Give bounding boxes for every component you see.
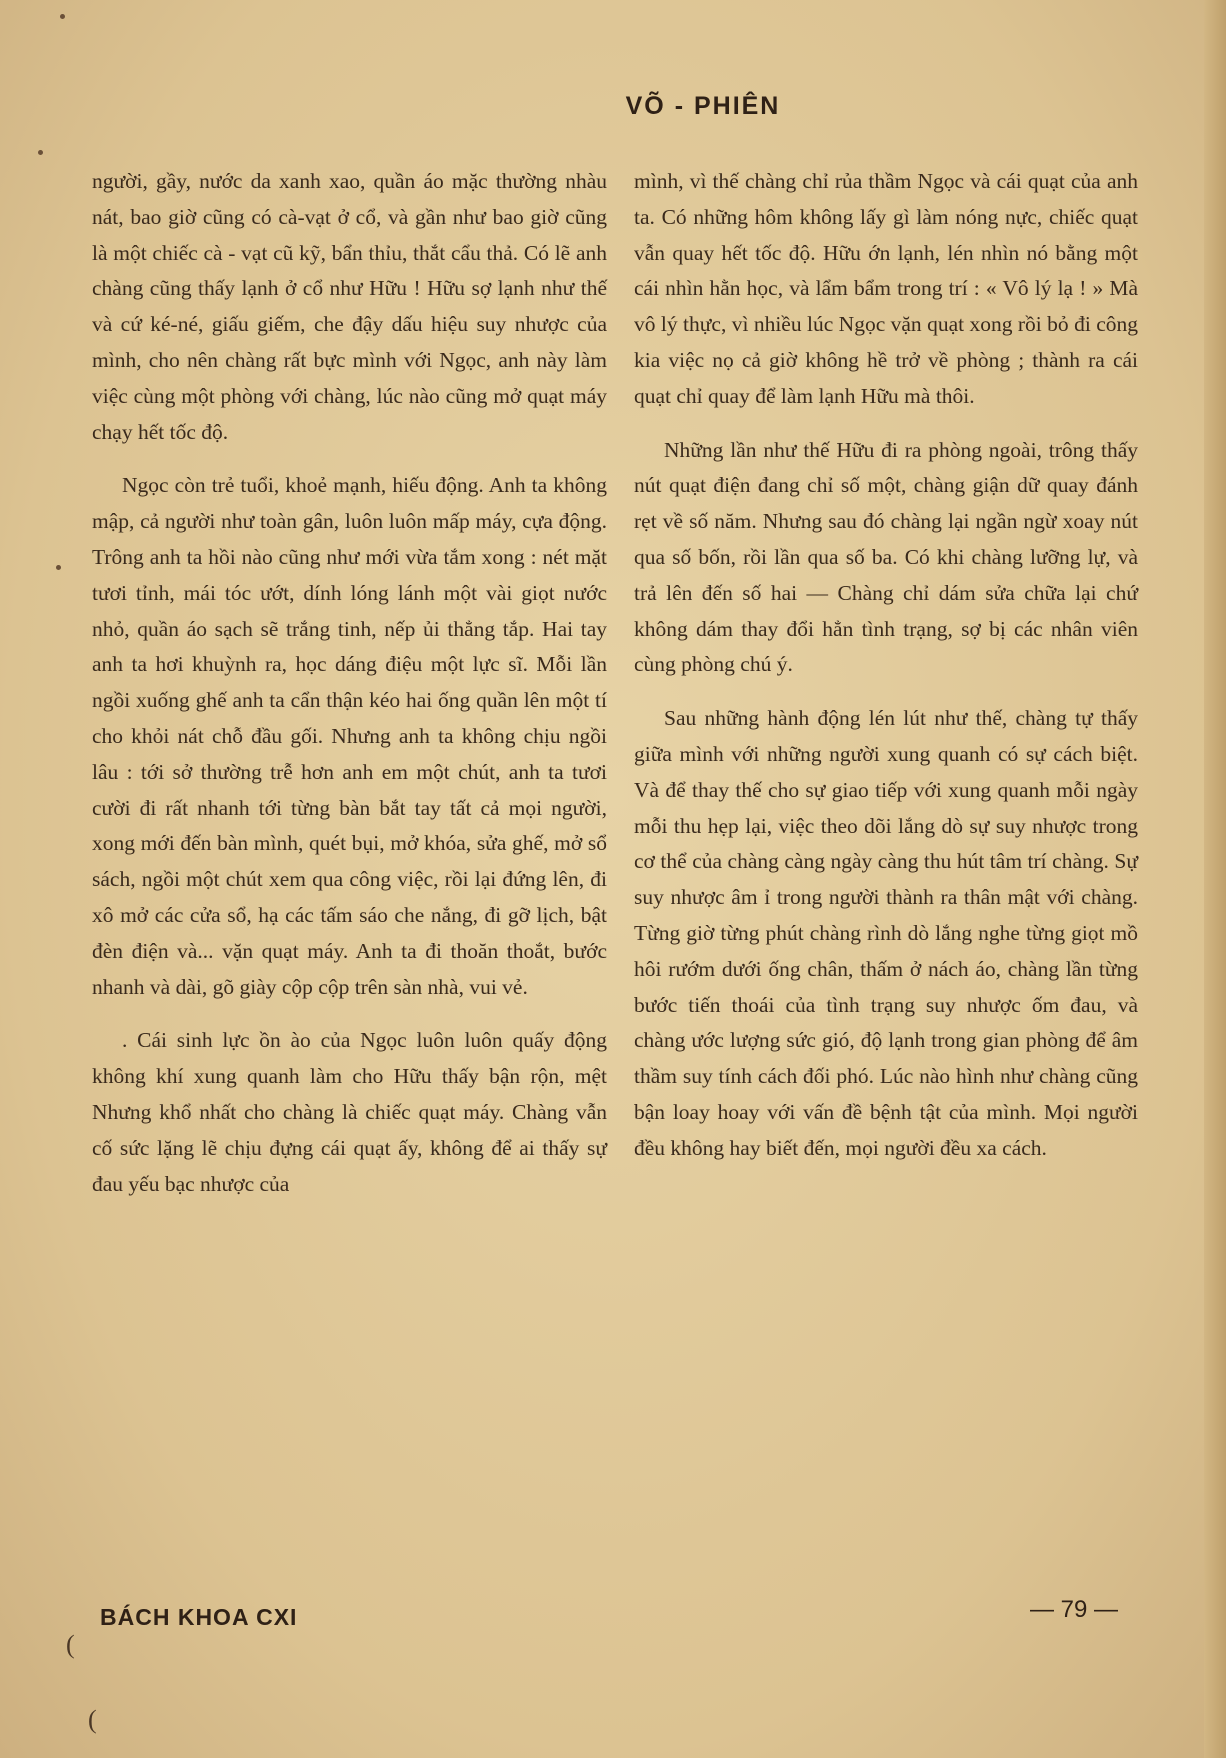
running-header-author: VÕ - PHIÊN (625, 92, 781, 120)
paragraph: Những lần như thế Hữu đi ra phòng ngoài, trông thấy nút quạt điện đang chỉ số một, chàng giận dữ quay đánh rẹt về số năm. Nhưng sau đó chàng lại ngần ngừ xoay nút qua số bốn, rồi lần qua số ba. Có khi chàng lưỡng lự, và trả lên đến số hai — Chàng chỉ dám sửa chữa lại chứ không dám thay đổi hẳn tình trạng, sợ bị các nhân viên cùng phòng chú ý. (634, 437, 1138, 677)
paragraph: Sau những hành động lén lút như thế, chàng tự thấy giữa mình với những người xung quanh có sự cách biệt. Và để thay thế cho sự giao tiếp với xung quanh mỗi ngày mỗi thu hẹp lại, việc theo dõi lắng dò sự suy nhược trong cơ thể của chàng càng ngày càng thu hút tâm trí chàng. Sự suy nhược âm ỉ trong người thành ra thân mật với chàng. Từng giờ từng phút chàng rình dò lắng nghe từng giọt mồ hôi rướm dưới ống chân, thấm ở nách áo, chàng lần từng bước tiến thoái của tình trạng suy nhược ốm đau, và chàng ước lượng sức gió, độ lạnh trong gian phòng để âm thầm suy tính cách đối phó. Lúc nào hình như chàng cũng bận loay hoay với vấn đề bệnh tật của mình. Mọi người đều không hay biết đến, mọi người đều xa cách. (634, 706, 1138, 1160)
page-speck (60, 14, 65, 19)
paragraph: mình, vì thế chàng chỉ rủa thầm Ngọc và cái quạt của anh ta. Có những hôm không lấy gì làm nóng nực, chiếc quạt vẫn quay hết tốc độ. Hữu ớn lạnh, lén nhìn nó bằng một cái nhìn hằn học, và lẩm bẩm trong trí : « Vô lý lạ ! » Mà vô lý thực, vì nhiều lúc Ngọc vặn quạt xong rồi bỏ đi công kia việc nọ cả giờ không hề trở về phòng ; thành ra cái quạt chỉ quay để làm lạnh Hữu mà thôi. (634, 169, 1138, 408)
paragraph: Ngọc còn trẻ tuổi, khoẻ mạnh, hiếu động. Anh ta không mập, cả người như toàn gân, luôn luôn mấp máy, cựa động. Trông anh ta hồi nào cũng như mới vừa tắm xong : nét mặt tươi tỉnh, mái tóc ướt, dính lóng lánh một vài giọt nước nhỏ, quần áo sạch sẽ trắng tinh, nếp ủi thẳng tắp. Hai tay anh ta hơi khuỳnh ra, học dáng điệu một lực sĩ. Mỗi lần ngồi xuống ghế anh ta cẩn thận kéo hai ống quần lên một tí cho khỏi nát chỗ đầu gối. Nhưng anh ta không chịu ngồi lâu : tới sở thường trễ hơn anh em một chút, anh ta tươi cười đi rất nhanh tới từng bàn bắt tay tất cả mọi người, xong mới đến bàn mình, quét bụi, mở khóa, sửa ghế, mở sổ sách, ngồi một chút xem qua công việc, rồi lại đứng lên, đi xô mở các cửa sổ, hạ các tấm sáo che nắng, đi gỡ lịch, bật đèn điện và... vặn quạt máy. Anh ta đi thoăn thoắt, bước nhanh và dài, gõ giày cộp cộp trên sàn nhà, vui vẻ. (92, 473, 607, 999)
text-column-right (634, 164, 1138, 1185)
footer-publication: BÁCH KHOA CXI (100, 1604, 298, 1630)
paragraph: người, gầy, nước da xanh xao, quần áo mặc thường nhàu nát, bao giờ cũng có cà-vạt ở cổ, và gần như bao giờ cũng là một chiếc cà - vạt cũ kỹ, bẩn thỉu, thắt cẩu thả. Có lẽ anh chàng cũng thấy lạnh ở cổ như Hữu ! Hữu sợ lạnh như thế và cứ ké-né, giấu giếm, che đậy dấu hiệu suy nhược của mình, cho nên chàng rất bực mình với Ngọc, anh này làm việc cùng một phòng với chàng, lúc nào cũng mở quạt máy chạy hết tốc độ. (92, 169, 607, 444)
paragraph: . Cái sinh lực ồn ào của Ngọc luôn luôn quấy động không khí xung quanh làm cho Hữu thấy bận rộn, mệt Nhưng khổ nhất cho chàng là chiếc quạt máy. Chàng vẫn cố sức lặng lẽ chịu đựng cái quạt ấy, không để ai thấy sự đau yếu bạc nhược của (92, 1028, 607, 1196)
pencil-mark: ( (66, 1630, 75, 1659)
pencil-mark: ( (88, 1705, 97, 1734)
page-speck (38, 150, 43, 155)
text-column-left (92, 164, 607, 1220)
page-speck (56, 565, 61, 570)
page-number: — 79 — (1030, 1596, 1119, 1623)
page-edge-shadow (1204, 0, 1226, 1758)
